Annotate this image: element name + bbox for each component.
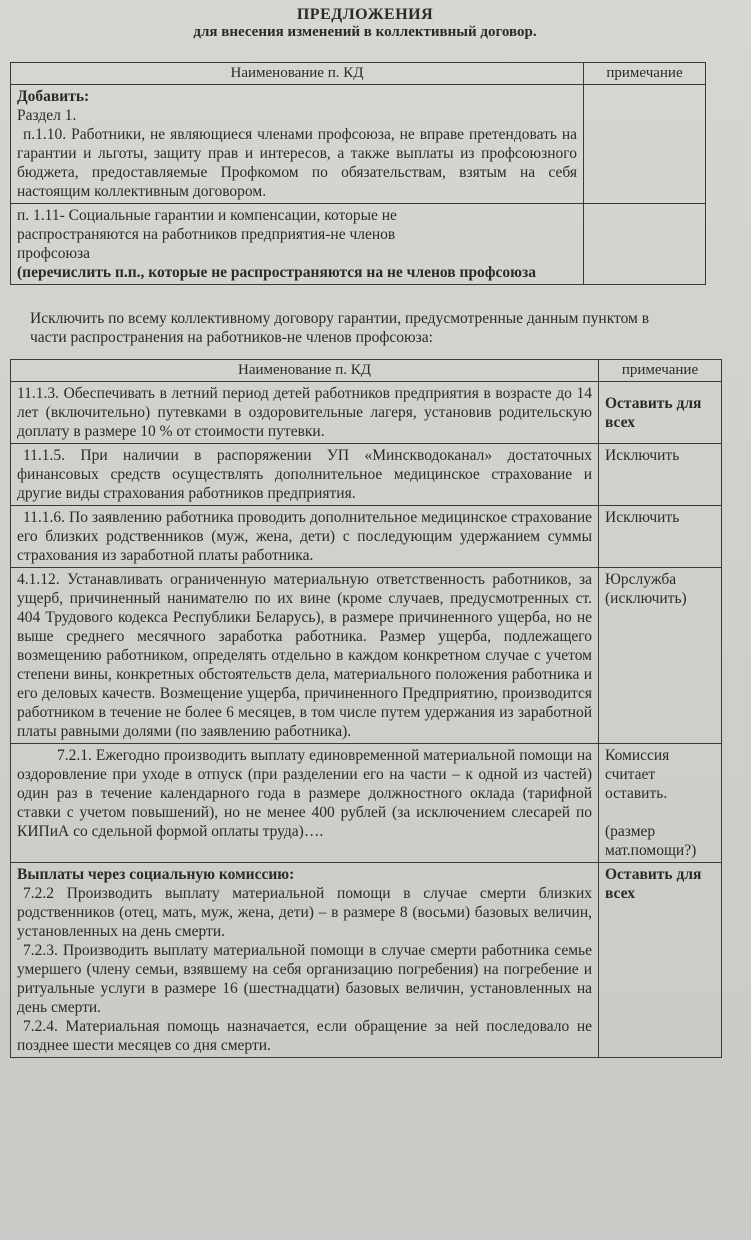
- table-row: [11, 444, 722, 506]
- row-text-cell: 11.1.6. По заявлению работника проводить дополнительное медицинское страхование его близких родственников (муж, жена, дети) с последующим удержанием суммы страхования из заработной платы работника.: [11, 506, 599, 568]
- row-text-cell: 7.2.1. Ежегодно производить выплату единовременной материальной помощи на оздоровление при уходе в отпуск (при разделении его на части – к одной из частей) один раз в течение календарного года в размере должностного оклада (тарифной ставки с учетом повышений), но не менее 400 рублей (за исключением слесарей по КИПиА со сдельной формой оплаты труда)….: [11, 744, 599, 863]
- commission-note: Комиссия считает оставить.: [605, 747, 670, 802]
- row-text-cell: 4.1.12. Устанавливать ограниченную материальную ответственность работников, за ущерб, причиненный нанимателю по их вине (кроме случаев, предусмотренных ст. 404 Трудового кодекса Республики Беларусь), в размере причиненного ущерба, но не выше среднего месячного заработка работника. Размер ущерба, подлежащего возмещению работником, определять отдельно в каждом конкретном случае с учетом степени вины, конкретных обстоятельств дела, материального положения работника и его деловых качеств. Возмещение ущерба, причиненного Предприятию, производится работником в течение не более 6 месяцев, в том числе путем удержания из заработной платы равными долями (по заявлению работника).: [11, 568, 599, 744]
- row-text-cell: 11.1.5. При наличии в распоряжении УП «Минскводоканал» достаточных финансовых средств осуществлять дополнительное медицинское страхование и другие виды страхования работников предприятия.: [11, 444, 599, 506]
- row-text-cell: [11, 863, 599, 1058]
- guarantees-table: [10, 359, 722, 1058]
- row-note-cell: Исключить: [599, 444, 722, 506]
- row-note-cell: [584, 85, 706, 204]
- row-note-cell: Оставить для всех: [599, 382, 722, 444]
- table-header-row: [11, 63, 706, 85]
- social-commission-heading: Выплаты через социальную комиссию:: [17, 866, 295, 883]
- clause-7-2-3: 7.2.3. Производить выплату материальной помощи в случае смерти работника семье умершего (члену семьи, взявшему на себя организацию погребения) на погребение и ритуальные услуги в размере 16 (шестнадцати) базовых величин, установленных на день смерти.: [17, 942, 592, 1016]
- row-note-cell: [599, 744, 722, 863]
- section-label: Раздел 1.: [17, 107, 77, 124]
- table-row: [11, 382, 722, 444]
- column-header-note: примечание: [599, 360, 722, 382]
- table-row: [11, 204, 706, 285]
- row-note-cell: Юрслужба (исключить): [599, 568, 722, 744]
- row-text-cell: [11, 85, 584, 204]
- table-row: [11, 863, 722, 1058]
- clause-text: п. 1.11- Социальные гарантии и компенсации, которые не распространяются на работников предприятия-не членов профсоюза: [17, 207, 397, 262]
- table-header-row: [11, 360, 722, 382]
- row-note-cell: [584, 204, 706, 285]
- row-note-cell: Оставить для всех: [599, 863, 722, 1058]
- column-header-name: Наименование п. КД: [11, 63, 584, 85]
- page-title: ПРЕДЛОЖЕНИЯ: [296, 6, 434, 23]
- row-text-cell: [11, 204, 584, 285]
- clause-bold-text: (перечислить п.п., которые не распространяются на не членов профсоюза: [17, 264, 536, 281]
- table-row: [11, 744, 722, 863]
- clause-text: п.1.10. Работники, не являющиеся членами профсоюза, не вправе претендовать на гарантии и льготы, защиту прав и интересов, а также выплаты из профсоюзного бюджета, предоставляемые Профкомом по обязательствам, взятым на себя настоящим коллективным договором.: [17, 126, 577, 200]
- clause-7-2-4: 7.2.4. Материальная помощь назначается, если обращение за ней последовало не позднее шести месяцев со дня смерти.: [17, 1018, 592, 1054]
- table-row: [11, 506, 722, 568]
- column-header-name: Наименование п. КД: [11, 360, 599, 382]
- aid-size-note: (размер мат.помощи?): [605, 823, 697, 859]
- add-heading: Добавить:: [17, 88, 90, 105]
- table-row: [11, 85, 706, 204]
- exclusion-paragraph: Исключить по всему коллективному договору гарантии, предусмотренные данным пунктом в части распространения на работников-не членов профсоюза:: [30, 310, 650, 346]
- proposals-table: [10, 62, 706, 285]
- row-text-cell: 11.1.3. Обеспечивать в летний период детей работников предприятия в возрасте до 14 лет (включительно) путевками в оздоровительные лагеря, установив родительскую доплату в размере 10 % от стоимости путевки.: [11, 382, 599, 444]
- column-header-note: примечание: [584, 63, 706, 85]
- row-note-cell: Исключить: [599, 506, 722, 568]
- page-subtitle: для внесения изменений в коллективный договор.: [193, 24, 537, 40]
- clause-7-2-2: 7.2.2 Производить выплату материальной помощи в случае смерти близких родственников (отец, мать, муж, жена, дети) – в размере 8 (восьми) базовых величин, установленных на день смерти.: [17, 885, 592, 940]
- table-row: [11, 568, 722, 744]
